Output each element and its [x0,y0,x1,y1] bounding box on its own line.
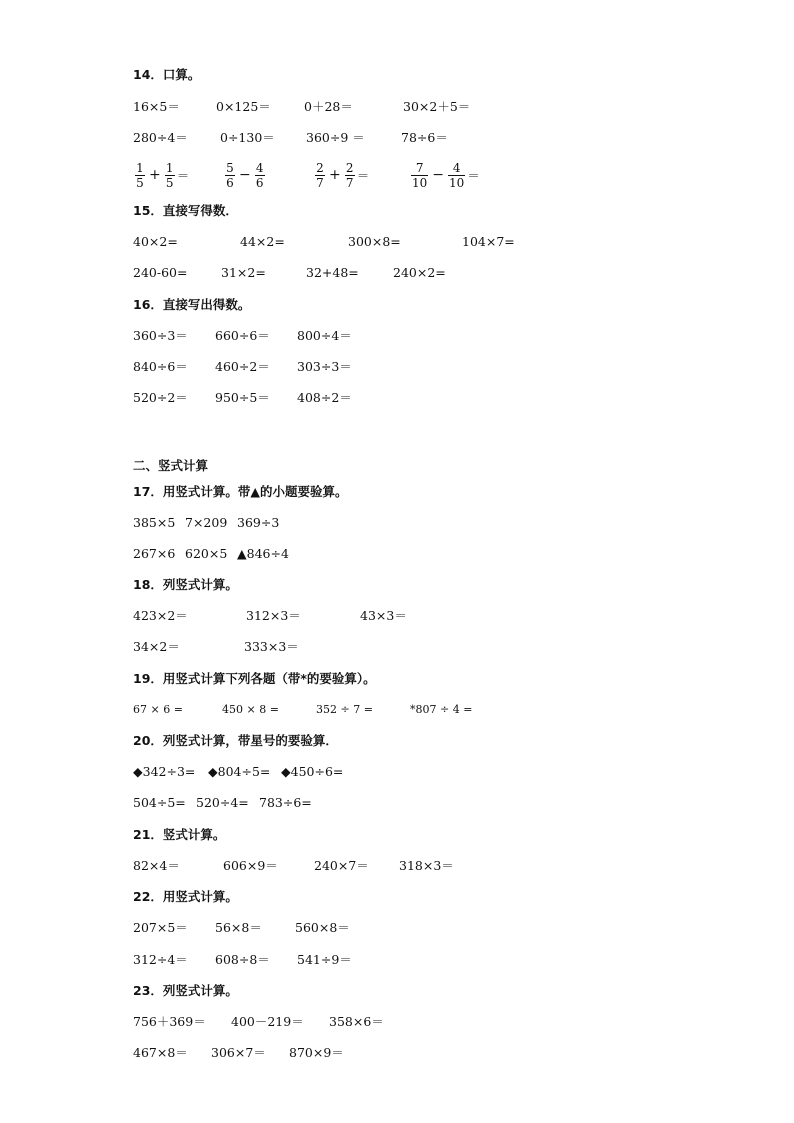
q15-r2-item4: 240×2= [393,265,446,280]
q17-r1-item2: 7×209 [185,515,228,530]
q16-r3-item3: 408÷2＝ [297,390,352,405]
q19-r1-item2: 450 × 8 = [222,703,279,716]
q23-r1-item2: 400－219＝ [231,1014,304,1029]
q21-title: 21．竖式计算。 [133,827,226,842]
q14-title: 14．口算。 [133,67,201,82]
q17-r1-item3: 369÷3 [237,515,280,530]
q14-r2-item1: 280÷4＝ [133,130,188,145]
fraction: $\frac{1}{5}$ [165,160,174,190]
q18-title: 18．列竖式计算。 [133,577,238,592]
q14-r1-item1: 16×5＝ [133,99,180,114]
q15-r2-item1: 240-60= [133,265,188,280]
q18-r1-item2: 312×3＝ [246,608,301,623]
fraction-expression-3: $\frac{2}{7}$ + $\frac{2}{7}$ ＝ [316,160,370,190]
q23-r1-item1: 756＋369＝ [133,1014,206,1029]
q17-r2-item3: ▲846÷4 [237,546,289,561]
q16-r1-item1: 360÷3＝ [133,328,188,343]
fraction-expression-4: $\frac{7}{10}$ − $\frac{4}{10}$ ＝ [412,160,480,190]
q14-r2-item4: 78÷6＝ [401,130,448,145]
q15-title: 15．直接写得数． [133,203,238,218]
q22-r1-item2: 56×8＝ [215,920,262,935]
q23-r2-item2: 306×7＝ [211,1045,266,1060]
q22-r2-item3: 541÷9＝ [297,952,352,967]
fraction: $\frac{1}{5}$ [136,160,144,190]
q15-r2-item2: 31×2= [221,265,266,280]
q22-r1-item3: 560×8＝ [295,920,350,935]
q21-r1-item1: 82×4＝ [133,858,180,873]
q23-r2-item1: 467×8＝ [133,1045,188,1060]
q20-r1-item3: ◆450÷6= [281,764,344,779]
q17-r1-item1: 385×5 [133,515,176,530]
q15-r2-item3: 32+48= [306,265,359,280]
q20-r1-item1: ◆342÷3= [133,764,196,779]
q22-r2-item2: 608÷8＝ [215,952,270,967]
q18-r1-item3: 43×3＝ [360,608,407,623]
q14-r1-item4: 30×2＋5＝ [403,99,471,114]
fraction: $\frac{2}{7}$ [345,160,354,190]
q19-r1-item1: 67 × 6 = [133,703,183,716]
q17-r2-item1: 267×6 [133,546,176,561]
fraction: $\frac{4}{10}$ [449,160,465,190]
q20-r2-item2: 520÷4= [196,795,249,810]
q21-r1-item3: 240×7＝ [314,858,369,873]
q22-title: 22．用竖式计算。 [133,889,238,904]
q19-r1-item4: *807 ÷ 4 = [410,703,473,716]
q20-r1-item2: ◆804÷5= [208,764,271,779]
q16-r2-item2: 460÷2＝ [215,359,270,374]
q15-r1-item2: 44×2= [240,234,285,249]
q17-title: 17．用竖式计算。带▲的小题要验算。 [133,484,348,499]
q16-title: 16．直接写出得数。 [133,297,251,312]
q16-r2-item3: 303÷3＝ [297,359,352,374]
fraction-expression-2: $\frac{5}{6}$ − $\frac{4}{6}$ [226,160,264,190]
q16-r2-item1: 840÷6＝ [133,359,188,374]
q17-r2-item2: 620×5 [185,546,228,561]
section-2-title: 二、竖式计算 [133,458,209,473]
fraction-expression-1: $\frac{1}{5}$ + $\frac{1}{5}$ ＝ [136,160,190,190]
q23-r2-item3: 870×9＝ [289,1045,344,1060]
q16-r3-item2: 950÷5＝ [215,390,270,405]
fraction: $\frac{5}{6}$ [226,160,234,190]
q19-title: 19．用竖式计算下列各题（带*的要验算）。 [133,671,376,686]
fraction: $\frac{4}{6}$ [255,160,264,190]
q21-r1-item2: 606×9＝ [223,858,278,873]
q14-fraction-row [0,155,794,195]
q14-r2-item2: 0÷130＝ [220,130,275,145]
q22-r1-item1: 207×5＝ [133,920,188,935]
q20-r2-item1: 504÷5= [133,795,186,810]
q20-r2-item3: 783÷6= [259,795,312,810]
q16-r1-item3: 800÷4＝ [297,328,352,343]
q16-r1-item2: 660÷6＝ [215,328,270,343]
q18-r2-item2: 333×3＝ [244,639,299,654]
q22-r2-item1: 312÷4＝ [133,952,188,967]
q15-r1-item4: 104×7= [462,234,515,249]
q23-r1-item3: 358×6＝ [329,1014,384,1029]
fraction: $\frac{2}{7}$ [316,160,324,190]
q21-r1-item4: 318×3＝ [399,858,454,873]
q20-title: 20．列竖式计算，带星号的要验算． [133,733,338,748]
q15-r1-item3: 300×8= [348,234,401,249]
q14-r1-item3: 0＋28＝ [304,99,353,114]
fraction: $\frac{7}{10}$ [412,160,428,190]
q14-r1-item2: 0×125＝ [216,99,271,114]
q14-r2-item3: 360÷9 ＝ [306,130,365,145]
q18-r2-item1: 34×2＝ [133,639,180,654]
q23-title: 23．列竖式计算。 [133,983,238,998]
q15-r1-item1: 40×2= [133,234,178,249]
q19-r1-item3: 352 ÷ 7 = [316,703,373,716]
q16-r3-item1: 520÷2＝ [133,390,188,405]
q18-r1-item1: 423×2＝ [133,608,188,623]
